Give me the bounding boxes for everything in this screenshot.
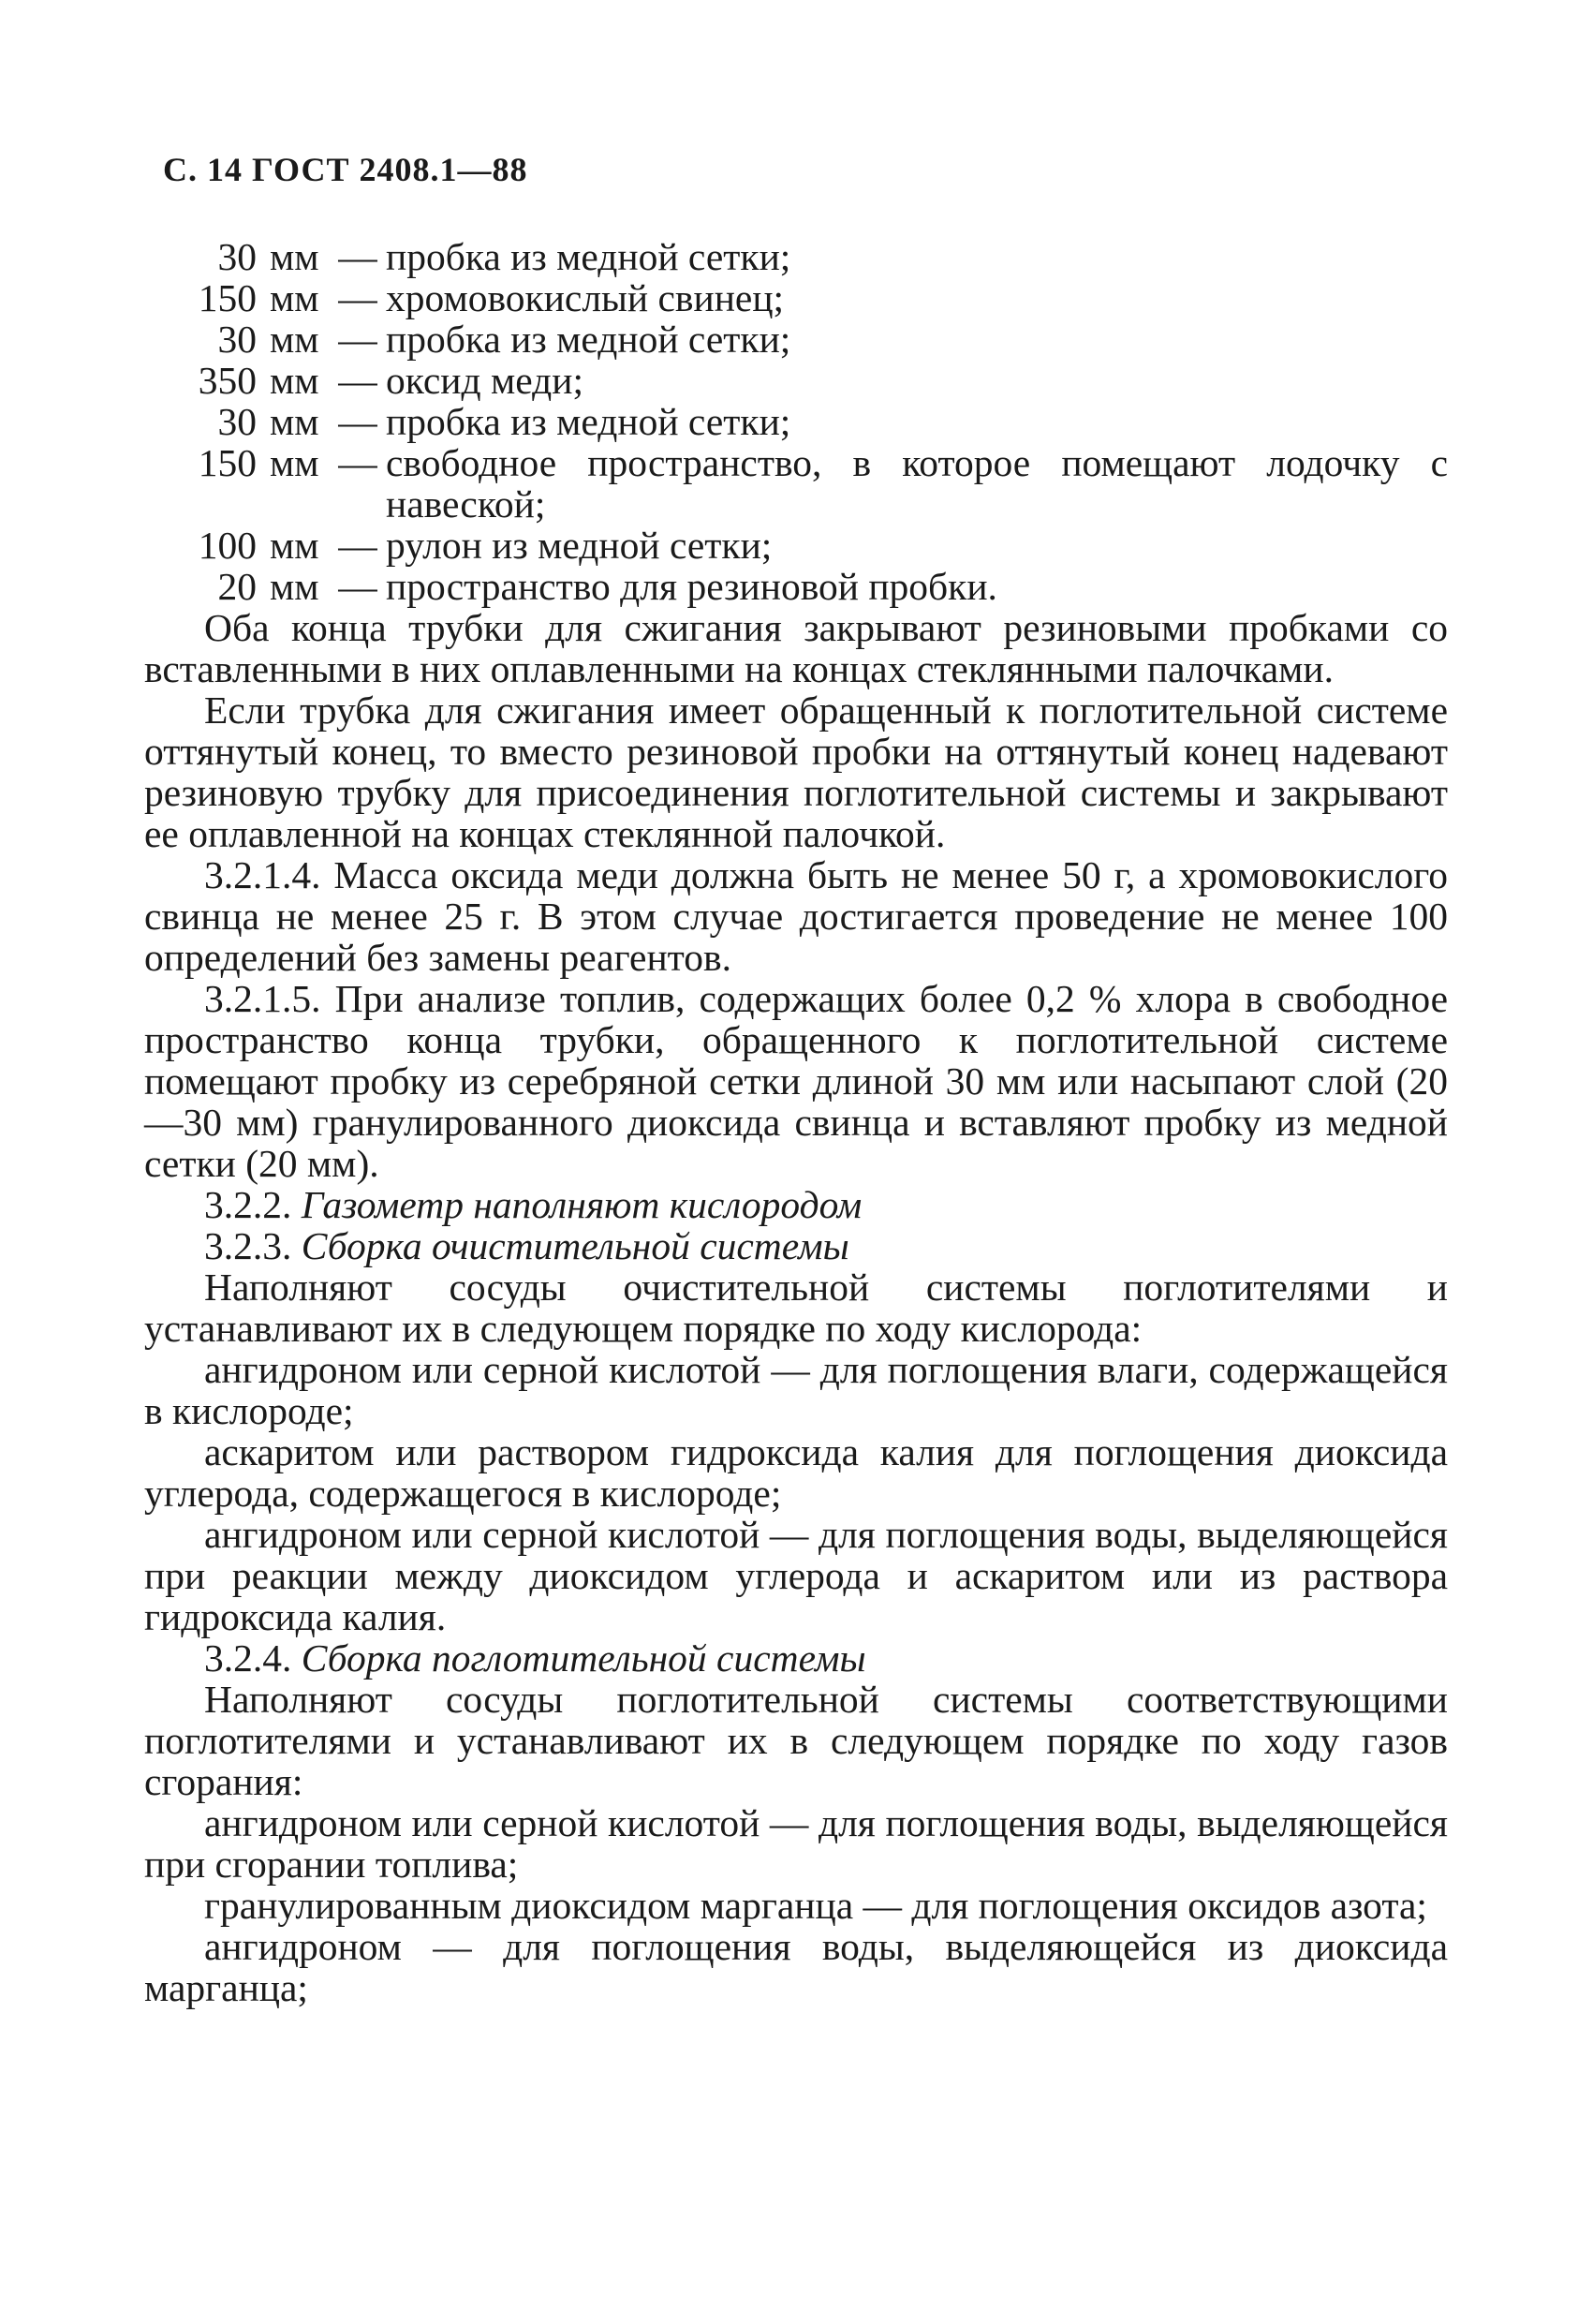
fill-list	[144, 236, 1448, 607]
clause-number: 3.2.1.5.	[204, 977, 321, 1020]
item-desc: пространство для резиновой пробки.	[386, 565, 997, 608]
item-length: 100	[198, 524, 257, 567]
item-length: 350	[198, 359, 257, 402]
clause-3-2-1-5	[144, 978, 1448, 1184]
item-desc: оксид меди;	[386, 359, 583, 402]
paragraph-tube-ends: Оба конца трубки для сжигания закрывают резиновыми пробками со вставленными в них оплавленными на концах стеклянными палочками.	[144, 606, 1448, 690]
item-unit: мм	[270, 565, 319, 608]
list-item	[144, 236, 1448, 277]
purification-item: ангидроном или серной кислотой — для поглощения влаги, содержащейся в кислороде;	[144, 1348, 1448, 1432]
paragraph-drawn-end: Если трубка для сжигания имеет обращенный к поглотительной системе оттянутый конец, то вместо резиновой пробки на оттянутый конец надевают резиновую трубку для присоединения поглотительной системы и закрывают ее оплавленной на концах стеклянной палочкой.	[144, 688, 1448, 855]
body-text	[144, 236, 1448, 2008]
item-unit: мм	[270, 359, 319, 402]
section-title: Сборка очистительной системы	[301, 1224, 849, 1267]
list-item	[144, 525, 1448, 566]
item-unit: мм	[270, 524, 319, 567]
list-item	[144, 401, 1448, 442]
purification-item: ангидроном или серной кислотой — для поглощения воды, выделяющейся при реакции между диоксидом углерода и аскаритом или из раствора гидроксида калия.	[144, 1513, 1448, 1638]
clause-text: Масса оксида меди должна быть не менее 50 г, а хромовокислого свинца не менее 25 г. В этом случае достигается проведение не менее 100 определений без замены реагентов.	[144, 853, 1449, 979]
clause-number: 3.2.3.	[204, 1224, 292, 1267]
item-length: 30	[217, 235, 257, 278]
item-desc: пробка из медной сетки;	[386, 318, 791, 361]
item-dash: —	[338, 524, 377, 567]
item-unit: мм	[270, 318, 319, 361]
list-item	[144, 442, 1448, 525]
item-length: 30	[217, 318, 257, 361]
clause-number: 3.2.4.	[204, 1636, 292, 1680]
item-unit: мм	[270, 235, 319, 278]
clause-number: 3.2.1.4.	[204, 853, 321, 896]
purification-item: аскаритом или раствором гидроксида калия для поглощения диоксида углерода, содержащегося в кислороде;	[144, 1430, 1448, 1515]
item-length: 20	[217, 565, 257, 608]
clause-text: При анализе топлив, содержащих более 0,2 % хлора в свободное пространство конца трубки, обращенного к поглотительной системе помещают пробку из серебряной сетки длиной 30 мм или насыпают слой (20—30 мм) гранулированного диоксида свинца и вставляют пробку из медной сетки (20 мм).	[144, 977, 1449, 1185]
clause-number: 3.2.2.	[204, 1183, 292, 1226]
item-dash: —	[338, 400, 377, 443]
item-desc: рулон из медной сетки;	[386, 524, 773, 567]
item-length: 30	[217, 400, 257, 443]
item-desc: пробка из медной сетки;	[386, 235, 791, 278]
clause-3-2-2	[144, 1184, 1448, 1225]
item-length: 150	[198, 441, 257, 484]
item-unit: мм	[270, 400, 319, 443]
clause-3-2-1-4	[144, 854, 1448, 978]
item-dash: —	[338, 318, 377, 361]
clause-3-2-3	[144, 1225, 1448, 1266]
item-dash: —	[338, 565, 377, 608]
item-dash: —	[338, 276, 377, 319]
section-title: Газометр наполняют кислородом	[301, 1183, 863, 1226]
item-dash: —	[338, 441, 377, 484]
clause-3-2-4	[144, 1637, 1448, 1679]
item-dash: —	[338, 359, 377, 402]
item-unit: мм	[270, 441, 319, 484]
item-dash: —	[338, 235, 377, 278]
absorption-intro: Наполняют сосуды поглотительной системы соответствующими поглотителями и устанавливают их в следующем порядке по ходу газов сгорания:	[144, 1678, 1448, 1803]
page-header: С. 14 ГОСТ 2408.1—88	[163, 151, 528, 188]
item-desc: пробка из медной сетки;	[386, 400, 791, 443]
list-item	[144, 566, 1448, 607]
purification-intro: Наполняют сосуды очистительной системы поглотителями и устанавливают их в следующем порядке по ходу кислорода:	[144, 1266, 1448, 1350]
item-length: 150	[198, 276, 257, 319]
absorption-item: ангидроном — для поглощения воды, выделяющейся из диоксида марганца;	[144, 1925, 1448, 2009]
section-title: Сборка поглотительной системы	[301, 1636, 866, 1680]
item-unit: мм	[270, 276, 319, 319]
absorption-item: ангидроном или серной кислотой — для поглощения воды, выделяющейся при сгорании топлива;	[144, 1801, 1448, 1886]
item-desc: свободное пространство, в которое помещают лодочку с навеской;	[386, 441, 1448, 525]
list-item	[144, 360, 1448, 401]
list-item	[144, 277, 1448, 318]
item-desc: хромовокислый свинец;	[386, 276, 785, 319]
list-item	[144, 318, 1448, 360]
absorption-item: гранулированным диоксидом марганца — для поглощения оксидов азота;	[204, 1884, 1427, 1927]
